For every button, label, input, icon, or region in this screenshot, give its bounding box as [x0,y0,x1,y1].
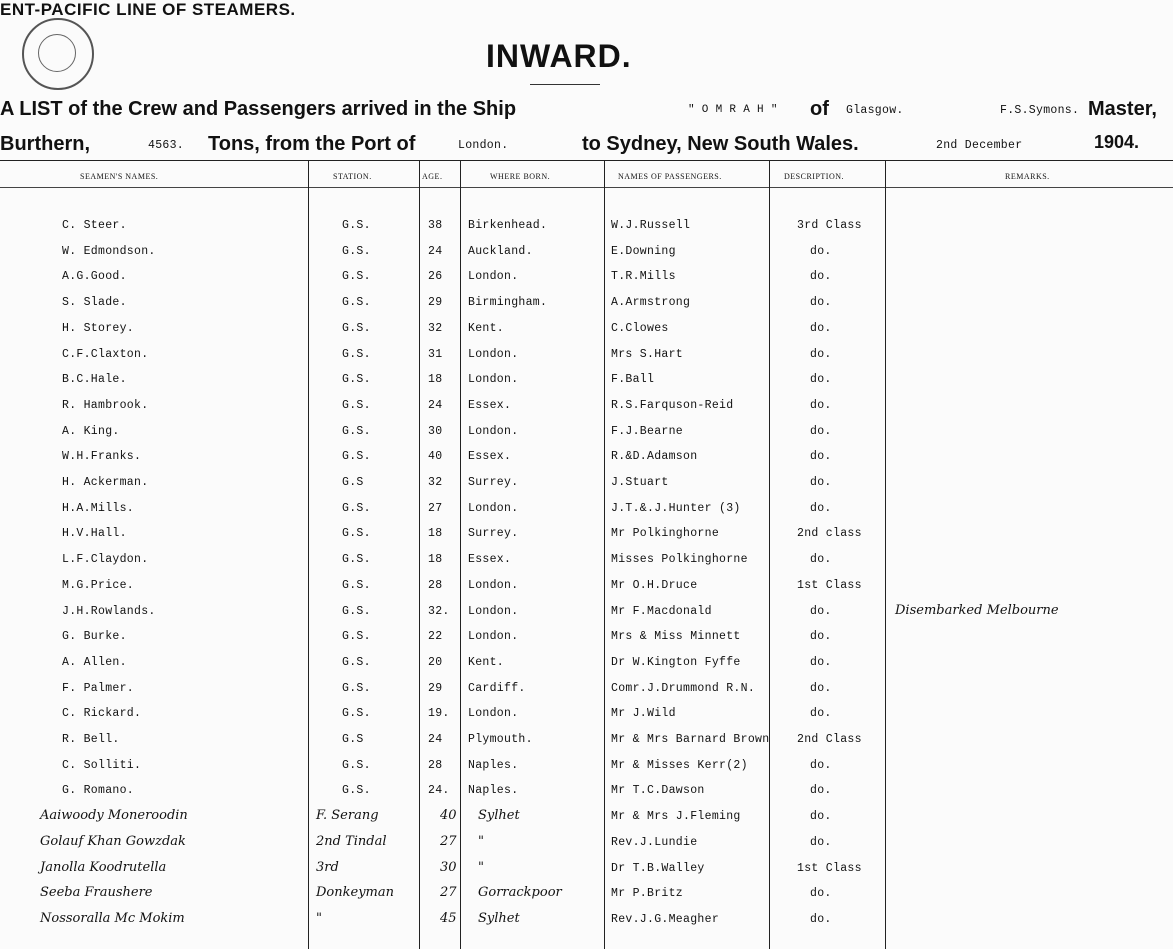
seaman-name: H.V.Hall. [62,527,127,540]
description-cell: do. [810,476,832,489]
birthplace-cell: Auckland. [468,245,533,258]
passenger-name: F.J.Bearne [611,425,684,438]
seaman-name: H.A.Mills. [62,502,135,515]
age-cell: 40 [428,450,443,463]
age-cell: 18 [428,373,443,386]
description-cell: do. [810,656,832,669]
arrival-date: 2nd December [936,139,1023,152]
age-cell: 40 [440,808,457,823]
header-rule-bottom [0,187,1173,188]
age-cell: 32. [428,605,450,618]
birthplace-cell: Naples. [468,784,519,797]
station-cell: " [316,911,322,926]
age-cell: 32 [428,476,443,489]
age-cell: 31 [428,348,443,361]
station-cell: G.S. [342,527,371,540]
age-cell: 30 [428,425,443,438]
age-cell: 18 [428,553,443,566]
seaman-name: B.C.Hale. [62,373,127,386]
description-cell: do. [810,682,832,695]
ship-name: " O M R A H " [688,104,778,116]
birthplace-cell: London. [468,373,519,386]
to-sydney: to Sydney, New South Wales. [582,133,859,155]
seaman-name: Golauf Khan Gowzdak [40,834,186,849]
birthplace-cell: Surrey. [468,527,519,540]
birthplace-cell: London. [468,605,519,618]
col-header-description: DESCRIPTION. [784,172,845,181]
birthplace-cell: Plymouth. [468,733,533,746]
age-cell: 27 [440,885,457,900]
page-title: INWARD. [486,38,632,74]
from-port: London. [458,139,509,152]
description-cell: do. [810,887,832,900]
passenger-name: Mr O.H.Druce [611,579,698,592]
seaman-name: A.G.Good. [62,270,127,283]
seaman-name: M.G.Price. [62,579,135,592]
station-cell: G.S [342,476,364,489]
birthplace-cell: Essex. [468,553,512,566]
divider-passengers [604,160,605,949]
birthplace-cell: London. [468,348,519,361]
station-cell: G.S. [342,296,371,309]
station-cell: F. Serang [316,808,379,823]
seaman-name: Nossoralla Mc Mokim [40,911,185,926]
description-cell: do. [810,399,832,412]
passenger-name: Mr & Mrs Barnard Brown [611,733,770,746]
seaman-name: Seeba Fraushere [40,885,153,900]
passenger-name: Comr.J.Drummond R.N. [611,682,756,695]
age-cell: 32 [428,322,443,335]
seaman-name: R. Bell. [62,733,120,746]
seaman-name: J.H.Rowlands. [62,605,156,618]
birthplace-cell: London. [468,425,519,438]
header-rule [0,160,1173,161]
station-cell: G.S. [342,399,371,412]
description-cell: do. [810,810,832,823]
age-cell: 19. [428,707,450,720]
description-cell: do. [810,425,832,438]
birthplace-cell: Gorrackpoor [478,885,562,900]
age-cell: 30 [440,860,457,875]
col-header-remarks: REMARKS. [1005,172,1050,181]
description-cell: 1st Class [797,579,862,592]
station-cell: Donkeyman [316,885,394,900]
description-cell: 2nd Class [797,733,862,746]
description-cell: do. [810,296,832,309]
tons-label: Tons, from the Port of [208,133,416,155]
age-cell: 38 [428,219,443,232]
passenger-name: T.R.Mills [611,270,676,283]
station-cell: G.S. [342,759,371,772]
description-cell: 1st Class [797,862,862,875]
birthplace-cell: London. [468,502,519,515]
seaman-name: C.F.Claxton. [62,348,149,361]
age-cell: 20 [428,656,443,669]
station-cell: G.S. [342,373,371,386]
col-header-seamen: SEAMEN'S NAMES. [80,172,159,181]
divider-age [419,160,420,949]
age-cell: 28 [428,579,443,592]
station-cell: G.S. [342,579,371,592]
birthplace-cell: Essex. [468,399,512,412]
passenger-name: E.Downing [611,245,676,258]
birthplace-cell: Birmingham. [468,296,548,309]
passenger-name: J.T.&.J.Hunter (3) [611,502,741,515]
seaman-name: W. Edmondson. [62,245,156,258]
description-cell: do. [810,836,832,849]
description-cell: do. [810,630,832,643]
master-name: F.S.Symons. [1000,104,1080,117]
divider-remarks [885,160,886,949]
birthplace-cell: " [478,834,484,849]
age-cell: 24 [428,399,443,412]
age-cell: 22 [428,630,443,643]
birthplace-cell: Birkenhead. [468,219,548,232]
birthplace-cell: Kent. [468,322,505,335]
station-cell: 3rd [316,860,339,875]
seaman-name: Janolla Koodrutella [40,860,167,875]
age-cell: 29 [428,682,443,695]
seaman-name: C. Solliti. [62,759,142,772]
birthplace-cell: " [478,860,484,875]
age-cell: 27 [428,502,443,515]
title-rule [530,84,600,85]
station-cell: G.S. [342,348,371,361]
passenger-name: Mr F.Macdonald [611,605,712,618]
master-label: Master, [1088,98,1157,120]
passenger-name: Mr P.Britz [611,887,684,900]
passenger-name: Mr & Misses Kerr(2) [611,759,748,772]
arrival-year: 1904. [1094,132,1140,152]
description-cell: do. [810,502,832,515]
station-cell: G.S. [342,425,371,438]
divider-station [308,160,309,949]
description-cell: do. [810,322,832,335]
birthplace-cell: Essex. [468,450,512,463]
burthen-label: Burthern, [0,133,90,155]
age-cell: 29 [428,296,443,309]
remarks-cell: Disembarked Melbourne [895,603,1059,618]
birthplace-cell: Sylhet [478,808,520,823]
passenger-name: Rev.J.Lundie [611,836,698,849]
station-cell: G.S. [342,502,371,515]
shipping-stamp [22,18,94,90]
passenger-name: Rev.J.G.Meagher [611,913,720,926]
divider-born [460,160,461,949]
passenger-name: F.Ball [611,373,655,386]
seaman-name: G. Burke. [62,630,127,643]
seaman-name: H. Ackerman. [62,476,149,489]
seaman-name: W.H.Franks. [62,450,142,463]
passenger-name: Mrs & Miss Minnett [611,630,741,643]
birthplace-cell: London. [468,630,519,643]
description-cell: do. [810,913,832,926]
birthplace-cell: Kent. [468,656,505,669]
seaman-name: A. King. [62,425,120,438]
station-cell: G.S. [342,605,371,618]
station-cell: G.S. [342,219,371,232]
seaman-name: C. Steer. [62,219,127,232]
description-cell: do. [810,348,832,361]
seaman-name: Aaiwoody Moneroodin [40,808,188,823]
tons-value: 4563. [148,139,185,152]
seaman-name: C. Rickard. [62,707,142,720]
station-cell: G.S. [342,784,371,797]
station-cell: G.S. [342,656,371,669]
passenger-name: J.Stuart [611,476,669,489]
station-cell: G.S [342,733,364,746]
passenger-name: R.S.Farquson-Reid [611,399,734,412]
col-header-born: WHERE BORN. [490,172,551,181]
list-heading: A LIST of the Crew and Passengers arrived in the Ship [0,98,517,120]
passenger-name: Dr W.Kington Fyffe [611,656,741,669]
company-banner: ENT-PACIFIC LINE OF STEAMERS. [0,0,296,19]
passenger-name: C.Clowes [611,322,669,335]
station-cell: G.S. [342,682,371,695]
description-cell: do. [810,373,832,386]
seaman-name: F. Palmer. [62,682,135,695]
age-cell: 28 [428,759,443,772]
station-cell: G.S. [342,322,371,335]
passenger-name: Mr J.Wild [611,707,676,720]
passenger-name: W.J.Russell [611,219,691,232]
port-of-registry: Glasgow. [846,104,904,117]
seaman-name: H. Storey. [62,322,135,335]
divider-description [769,160,770,949]
description-cell: do. [810,245,832,258]
passenger-name: R.&D.Adamson [611,450,698,463]
station-cell: 2nd Tindal [316,834,387,849]
age-cell: 24 [428,733,443,746]
col-header-age: AGE. [422,172,443,181]
birthplace-cell: London. [468,579,519,592]
passenger-name: Misses Polkinghorne [611,553,748,566]
passenger-name: Mrs S.Hart [611,348,684,361]
description-cell: do. [810,784,832,797]
description-cell: 2nd class [797,527,862,540]
seaman-name: G. Romano. [62,784,135,797]
passenger-name: Mr Polkinghorne [611,527,720,540]
seaman-name: A. Allen. [62,656,127,669]
birthplace-cell: London. [468,270,519,283]
birthplace-cell: Sylhet [478,911,520,926]
seaman-name: S. Slade. [62,296,127,309]
description-cell: do. [810,707,832,720]
passenger-name: Dr T.B.Walley [611,862,705,875]
birthplace-cell: Cardiff. [468,682,526,695]
station-cell: G.S. [342,630,371,643]
description-cell: do. [810,759,832,772]
of-label: of [810,98,829,120]
station-cell: G.S. [342,553,371,566]
age-cell: 18 [428,527,443,540]
age-cell: 27 [440,834,457,849]
passenger-name: Mr & Mrs J.Fleming [611,810,741,823]
description-cell: do. [810,270,832,283]
passenger-name: Mr T.C.Dawson [611,784,705,797]
description-cell: do. [810,553,832,566]
station-cell: G.S. [342,270,371,283]
station-cell: G.S. [342,450,371,463]
birthplace-cell: Surrey. [468,476,519,489]
col-header-passengers: NAMES OF PASSENGERS. [618,172,722,181]
seaman-name: L.F.Claydon. [62,553,149,566]
age-cell: 45 [440,911,457,926]
age-cell: 24 [428,245,443,258]
description-cell: do. [810,605,832,618]
age-cell: 24. [428,784,450,797]
description-cell: do. [810,450,832,463]
seaman-name: R. Hambrook. [62,399,149,412]
description-cell: 3rd Class [797,219,862,232]
station-cell: G.S. [342,707,371,720]
station-cell: G.S. [342,245,371,258]
col-header-station: STATION. [333,172,372,181]
age-cell: 26 [428,270,443,283]
birthplace-cell: Naples. [468,759,519,772]
birthplace-cell: London. [468,707,519,720]
passenger-name: A.Armstrong [611,296,691,309]
